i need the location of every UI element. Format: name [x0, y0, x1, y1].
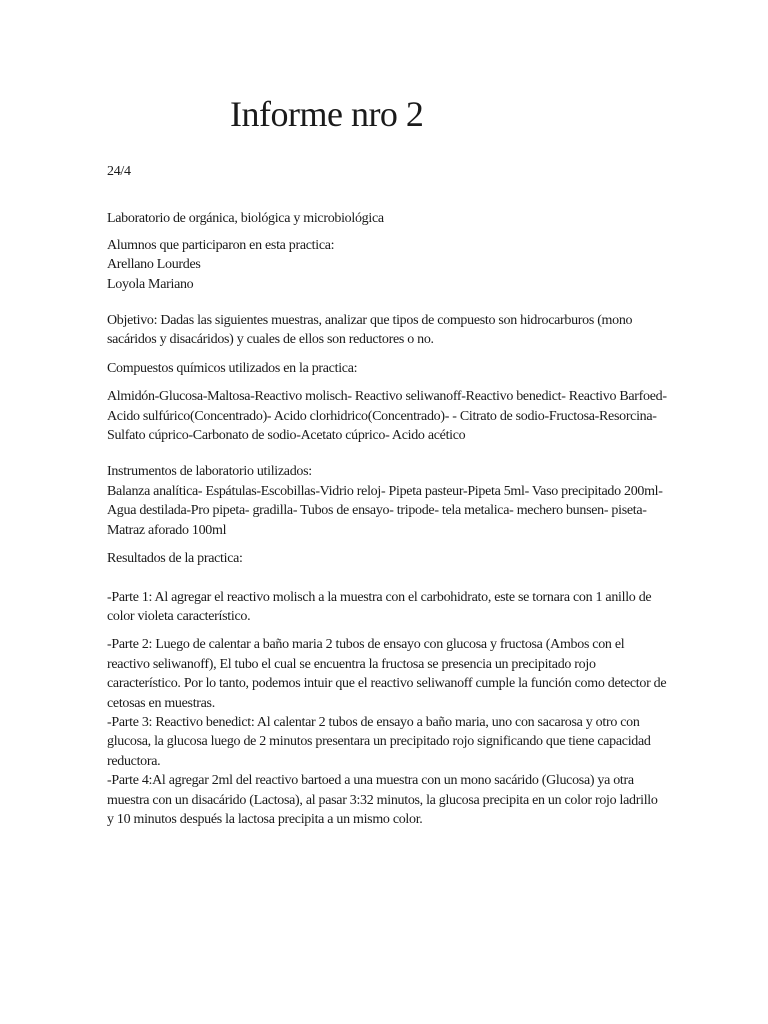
document-date: 24/4 [107, 164, 131, 179]
laboratory-name: Laboratorio de orgánica, biológica y microbiológica [107, 211, 384, 227]
instruments-list: Balanza analítica- Espátulas-Escobillas-Vidrio reloj- Pipeta pasteur-Pipeta 5ml- Vaso precipitado 200ml-Agua destilada-Pro pipeta- gradilla- Tubos de ensayo- tripode- tela metalica- mechero bunsen- piseta- Matraz aforado 100ml [107, 483, 663, 538]
result-part-1: -Parte 1: Al agregar el reactivo molisch a la muestra con el carbohidrato, este se tornara con 1 anillo de color violeta característico. [107, 589, 652, 624]
students-heading: Alumnos que participaron en esta practica: [107, 237, 335, 253]
document-title: Informe nro 2 [230, 94, 424, 134]
result-part-4: -Parte 4:Al agregar 2ml del reactivo bartoed a una muestra con un mono sacárido (Glucosa) ya otra muestra con un disacárido (Lactosa), al pasar 3:32 minutos, la glucosa precipita en un color rojo ladrillo y 10 minutos después la lactosa precipita a un mismo color. [107, 773, 658, 827]
student-name: Loyola Mariano [107, 276, 194, 292]
result-part-2: -Parte 2: Luego de calentar a baño maria 2 tubos de ensayo con glucosa y fructosa (Ambos con el reactivo seliwanoff), El tubo el cual se encuentra la fructosa se presencia un precipitado rojo característico. Por lo tanto, podemos intuir que el reactivo seliwanoff cumple la función como detector de cetosas en muestras. [107, 637, 667, 711]
student-name: Arellano Lourdes [107, 257, 201, 273]
document-body [107, 162, 667, 829]
instruments-heading: Instrumentos de laboratorio utilizados: [107, 464, 312, 480]
compounds-heading: Compuestos químicos utilizados en la practica: [107, 360, 358, 376]
students-section [107, 236, 667, 294]
compounds-list: Almidón-Glucosa-Maltosa-Reactivo molisch- Reactivo seliwanoff-Reactivo benedict- Reactivo Barfoed- Acido sulfúrico(Concentrado)- Acido clorhidrico(Concentrado)- - Citrato de sodio-Fructosa-Resorcina-Sulfato cúprico-Carbonato de sodio-Acetato cúprico- Acido acético [107, 389, 667, 444]
instruments-section [107, 462, 667, 540]
result-part-3: -Parte 3: Reactivo benedict: Al calentar 2 tubos de ensayo a baño maria, uno con sacarosa y otro con glucosa, la glucosa luego de 2 minutos presentara un precipitado rojo significando que tiene capacidad reductora. [107, 714, 651, 769]
results-heading: Resultados de la practica: [107, 551, 243, 567]
objective-paragraph: Objetivo: Dadas las siguientes muestras, analizar que tipos de compuesto son hidrocarburos (mono sacáridos y disacáridos) y cuales de ellos son reductores o no. [107, 313, 633, 348]
